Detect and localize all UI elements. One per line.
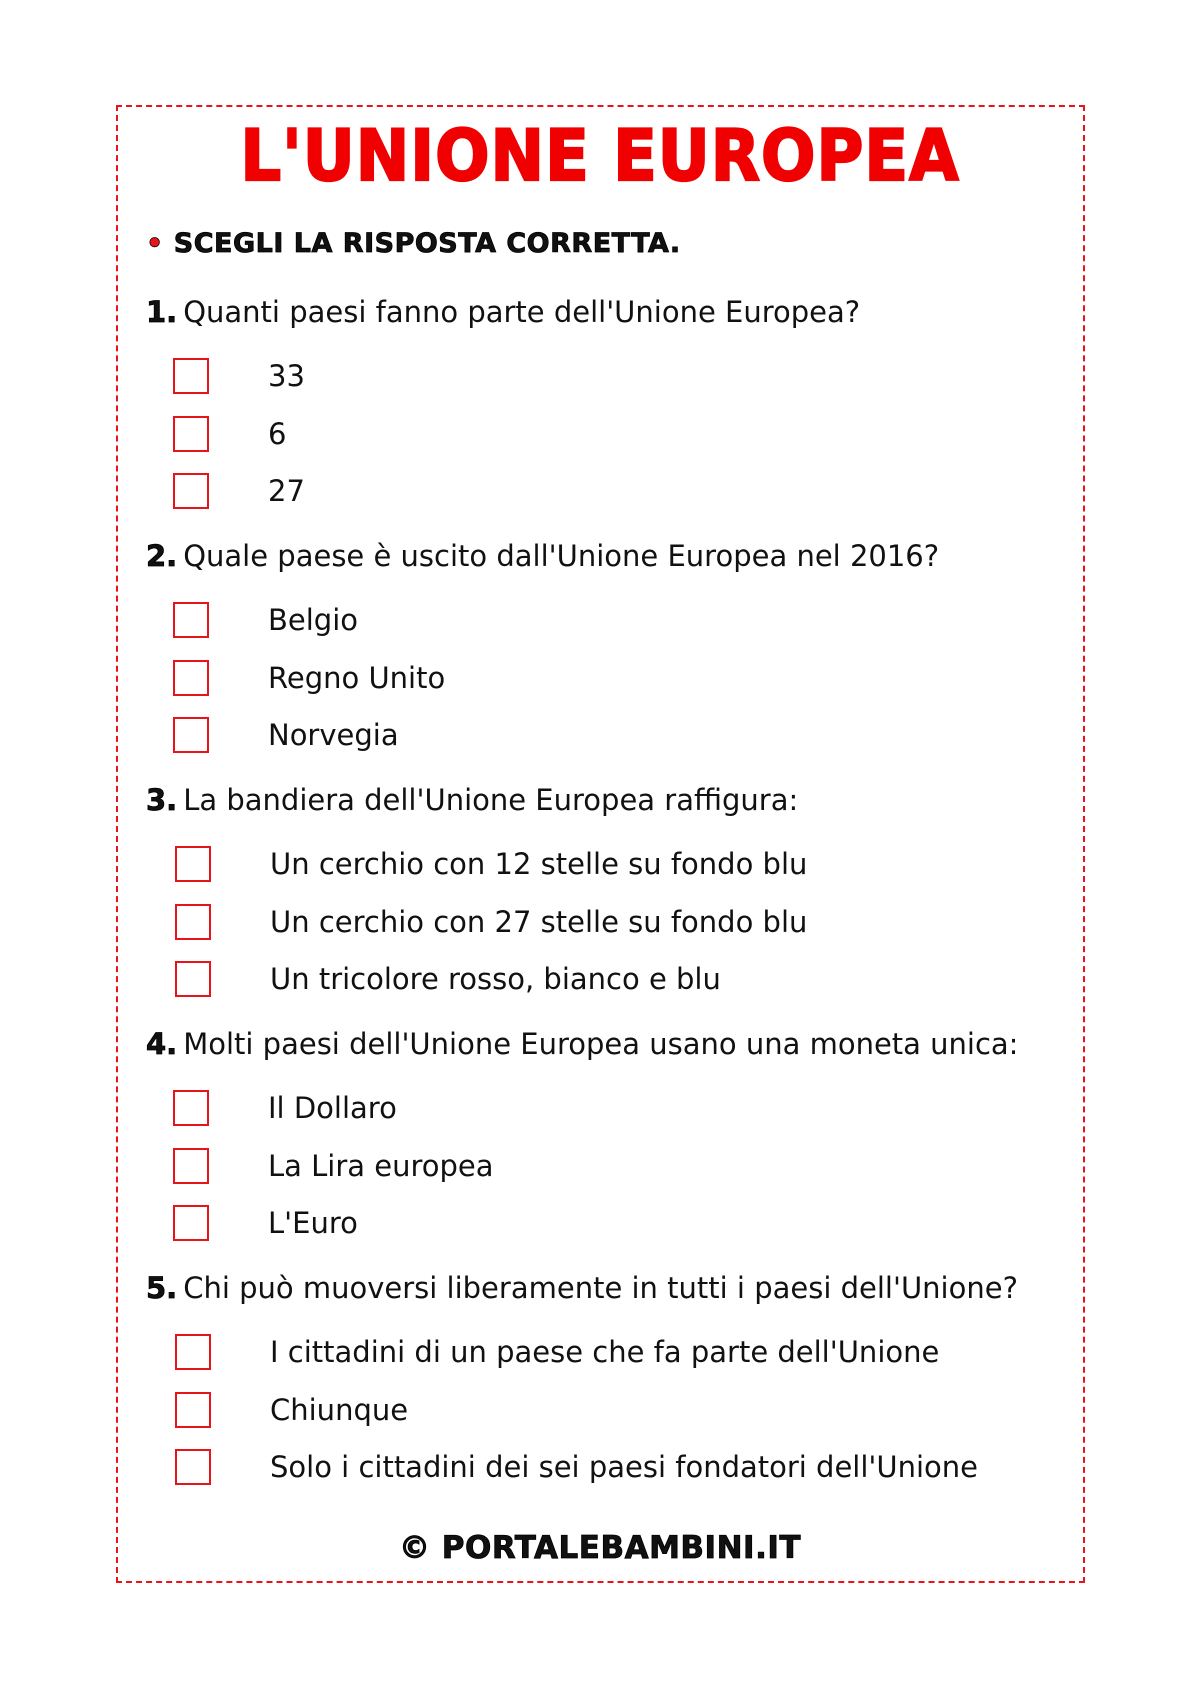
answer-checkbox[interactable] [173,416,209,452]
answer-option[interactable] [173,472,305,510]
instruction-text: SCEGLI LA RISPOSTA CORRETTA. [173,228,681,259]
answer-label: Norvegia [268,718,399,752]
answer-label: Un tricolore rosso, bianco e blu [270,962,721,996]
instruction [146,228,681,259]
answer-checkbox[interactable] [175,904,211,940]
answer-label: Regno Unito [268,660,446,695]
answer-checkbox[interactable] [175,961,211,997]
question-number: 1. [146,295,178,329]
answer-option[interactable] [173,357,305,395]
answer-checkbox[interactable] [173,602,209,638]
answer-label: L'Euro [268,1206,358,1240]
answer-option[interactable] [173,1204,358,1242]
question-3 [146,783,798,817]
question-number: 4. [146,1027,178,1061]
question-1 [146,295,860,329]
bullet-icon: • [146,228,164,259]
answer-checkbox[interactable] [173,1090,209,1126]
answer-checkbox[interactable] [175,1449,211,1485]
answer-option[interactable] [175,1333,939,1371]
question-5 [146,1271,1018,1305]
question-4 [146,1027,1018,1061]
answer-label: I cittadini di un paese che fa parte dell'Unione [270,1335,940,1369]
answer-option[interactable] [173,716,399,754]
answer-label: Solo i cittadini dei sei paesi fondatori dell'Unione [270,1450,979,1484]
answer-option[interactable] [173,1147,494,1185]
answer-checkbox[interactable] [173,358,209,394]
answer-option[interactable] [175,1391,408,1429]
question-text: Chi può muoversi liberamente in tutti i paesi dell'Unione? [183,1271,1018,1305]
question-number: 3. [146,783,178,817]
answer-checkbox[interactable] [173,717,209,753]
question-text: Quanti paesi fanno parte dell'Unione Europea? [183,295,861,329]
answer-checkbox[interactable] [173,473,209,509]
answer-checkbox[interactable] [173,1148,209,1184]
answer-label: Un cerchio con 12 stelle su fondo blu [270,847,808,881]
question-number: 5. [146,1271,178,1305]
answer-checkbox[interactable] [173,660,209,696]
answer-label: Chiunque [270,1392,409,1427]
answer-option[interactable] [175,1448,978,1486]
answer-label: Belgio [268,603,359,637]
answer-label: 6 [268,416,287,451]
answer-label: Un cerchio con 27 stelle su fondo blu [270,904,808,939]
question-text: Molti paesi dell'Unione Europea usano una moneta unica: [183,1027,1019,1061]
question-number: 2. [146,539,178,573]
answer-checkbox[interactable] [175,1392,211,1428]
question-2 [146,539,939,573]
answer-checkbox[interactable] [175,846,211,882]
page-title: L'UNIONE EUROPEA [240,116,960,198]
answer-label: 27 [268,474,305,508]
answer-option[interactable] [173,659,445,697]
answer-checkbox[interactable] [175,1334,211,1370]
question-text: La bandiera dell'Unione Europea raffigura: [183,783,799,817]
answer-option[interactable] [173,601,358,639]
answer-option[interactable] [175,845,807,883]
question-text: Quale paese è uscito dall'Unione Europea nel 2016? [183,539,940,573]
answer-label: Il Dollaro [268,1091,397,1125]
answer-checkbox[interactable] [173,1205,209,1241]
answer-option[interactable] [173,1089,397,1127]
footer-copyright: © PORTALEBAMBINI.IT [398,1530,802,1566]
answer-label: 33 [268,359,305,393]
answer-option[interactable] [175,960,721,998]
answer-option[interactable] [173,415,286,453]
answer-option[interactable] [175,903,807,941]
answer-label: La Lira europea [268,1148,494,1183]
